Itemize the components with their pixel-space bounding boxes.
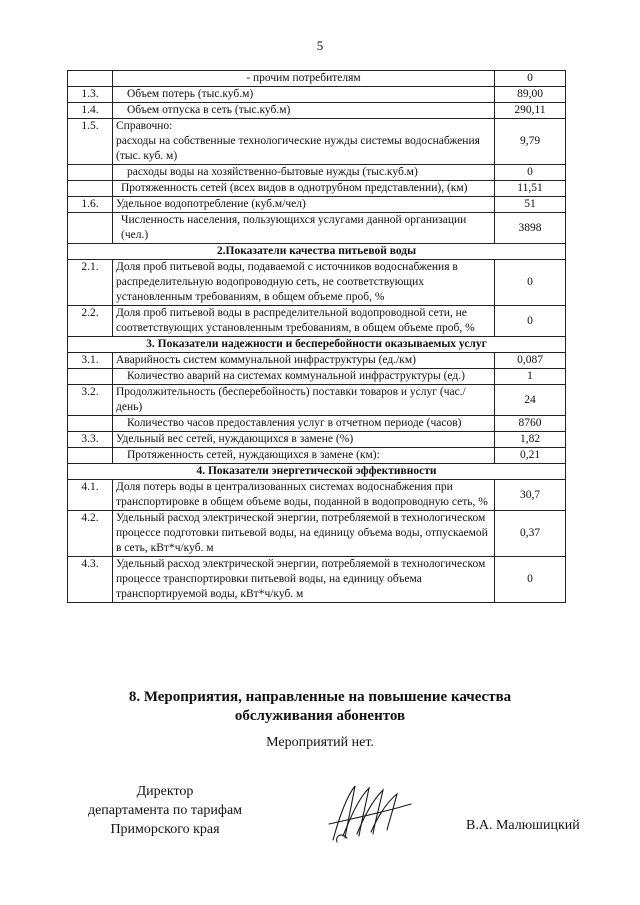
row-number: 3.3.: [68, 432, 113, 448]
row-value: 0: [495, 165, 566, 181]
no-measures-text: Мероприятий нет.: [266, 735, 374, 750]
signer-name: В.А. Малюшицкий: [466, 818, 580, 833]
table-row: [68, 416, 566, 432]
row-description: Количество аварий на системах коммунальной инфраструктуры (ед.): [113, 369, 495, 385]
row-value: 1,82: [495, 432, 566, 448]
row-value: 30,7: [495, 480, 566, 511]
page-number: 5: [316, 38, 324, 53]
row-value: 0,21: [495, 448, 566, 464]
row-value: 0: [495, 260, 566, 306]
row-number: 4.2.: [68, 511, 113, 557]
table-row: [68, 511, 566, 557]
row-value: 24: [495, 385, 566, 416]
row-number: [68, 448, 113, 464]
row-number: [68, 213, 113, 244]
section-header: 2.Показатели качества питьевой воды: [68, 244, 566, 260]
row-description: Удельный вес сетей, нуждающихся в замене (%): [113, 432, 495, 448]
table-row: [68, 181, 566, 197]
table-row: [68, 213, 566, 244]
row-number: 1.6.: [68, 197, 113, 213]
row-number: 2.1.: [68, 260, 113, 306]
row-number: [68, 369, 113, 385]
row-description: Объем отпуска в сеть (тыс.куб.м): [113, 103, 495, 119]
row-description: Численность населения, пользующихся услугами данной организации (чел.): [113, 213, 495, 244]
section-header-row: [68, 337, 566, 353]
row-number: 2.2.: [68, 306, 113, 337]
section-8-title: [0, 688, 640, 726]
row-value: 0: [495, 71, 566, 87]
row-description: Продолжительность (бесперебойность) поставки товаров и услуг (час./день): [113, 385, 495, 416]
handwritten-signature: [325, 778, 415, 848]
signer-title-line1: Директор: [136, 784, 194, 799]
row-value: 1: [495, 369, 566, 385]
row-value: 0,37: [495, 511, 566, 557]
row-value: 89,00: [495, 87, 566, 103]
row-description: Справочно: расходы на собственные технологические нужды системы водоснабжения (тыс. куб. м): [113, 119, 495, 165]
row-value: 0,087: [495, 353, 566, 369]
section-header-row: [68, 244, 566, 260]
row-description: Удельный расход электрической энергии, потребляемой в технологическом процессе подготовки питьевой воды, на единицу объема воды, отпускаемой в сеть, кВт*ч/куб. м: [113, 511, 495, 557]
table-row: [68, 119, 566, 165]
table-row: [68, 103, 566, 119]
row-number: [68, 165, 113, 181]
table-row: [68, 260, 566, 306]
row-description: Объем потерь (тыс.куб.м): [113, 87, 495, 103]
row-description: Протяженность сетей, нуждающихся в замене (км):: [113, 448, 495, 464]
row-number: [68, 71, 113, 87]
signer-title-line2: департамента по тарифам: [87, 803, 243, 818]
table-row: [68, 71, 566, 87]
table-row: [68, 369, 566, 385]
signer-title: [60, 782, 270, 839]
row-number: 1.3.: [68, 87, 113, 103]
row-description: Удельный расход электрической энергии, потребляемой в технологическом процессе транспортировки питьевой воды, на единицу объема транспортируемой воды, кВт*ч/куб. м: [113, 557, 495, 603]
row-description: Доля проб питьевой воды в распределительной водопроводной сети, не соответствующих установленным требованиям, в общем объеме проб, %: [113, 306, 495, 337]
row-description: Протяженность сетей (всех видов в однотрубном представлении), (км): [113, 181, 495, 197]
indicators-table: [67, 70, 566, 603]
table-row: [68, 87, 566, 103]
section-header: 3. Показатели надежности и бесперебойности оказываемых услуг: [68, 337, 566, 353]
signer-title-line3: Приморского края: [110, 822, 220, 837]
row-number: 4.1.: [68, 480, 113, 511]
table-row: [68, 448, 566, 464]
row-number: [68, 181, 113, 197]
section-8-title-line2: обслуживания абонентов: [234, 708, 406, 724]
table-row: [68, 306, 566, 337]
row-description: Удельное водопотребление (куб.м/чел): [113, 197, 495, 213]
row-value: 0: [495, 557, 566, 603]
table-row: [68, 165, 566, 181]
table-row: [68, 385, 566, 416]
row-number: 1.5.: [68, 119, 113, 165]
row-number: 4.3.: [68, 557, 113, 603]
row-value: 9,79: [495, 119, 566, 165]
table-row: [68, 480, 566, 511]
section-header-row: [68, 464, 566, 480]
row-value: 290,11: [495, 103, 566, 119]
table-row: [68, 557, 566, 603]
row-value: 11,51: [495, 181, 566, 197]
row-value: 0: [495, 306, 566, 337]
section-header: 4. Показатели энергетической эффективности: [68, 464, 566, 480]
row-description: Аварийность систем коммунальной инфраструктуры (ед./км): [113, 353, 495, 369]
table-row: [68, 197, 566, 213]
row-number: 3.1.: [68, 353, 113, 369]
row-number: 3.2.: [68, 385, 113, 416]
row-description: - прочим потребителям: [113, 71, 495, 87]
row-description: Доля проб питьевой воды, подаваемой с источников водоснабжения в распределительную водопроводную сеть, не соответствующих установленным требованиям, в общем объеме проб, %: [113, 260, 495, 306]
row-value: 8760: [495, 416, 566, 432]
row-description: Количество часов предоставления услуг в отчетном периоде (часов): [113, 416, 495, 432]
row-number: 1.4.: [68, 103, 113, 119]
section-8-title-line1: 8. Мероприятия, направленные на повышение качества: [128, 689, 512, 705]
row-number: [68, 416, 113, 432]
row-value: 51: [495, 197, 566, 213]
table-row: [68, 353, 566, 369]
table-row: [68, 432, 566, 448]
row-value: 3898: [495, 213, 566, 244]
row-description: Доля потерь воды в централизованных системах водоснабжения при транспортировке в общем объеме воды, поданной в водопроводную сеть, %: [113, 480, 495, 511]
row-description: расходы воды на хозяйственно-бытовые нужды (тыс.куб.м): [113, 165, 495, 181]
